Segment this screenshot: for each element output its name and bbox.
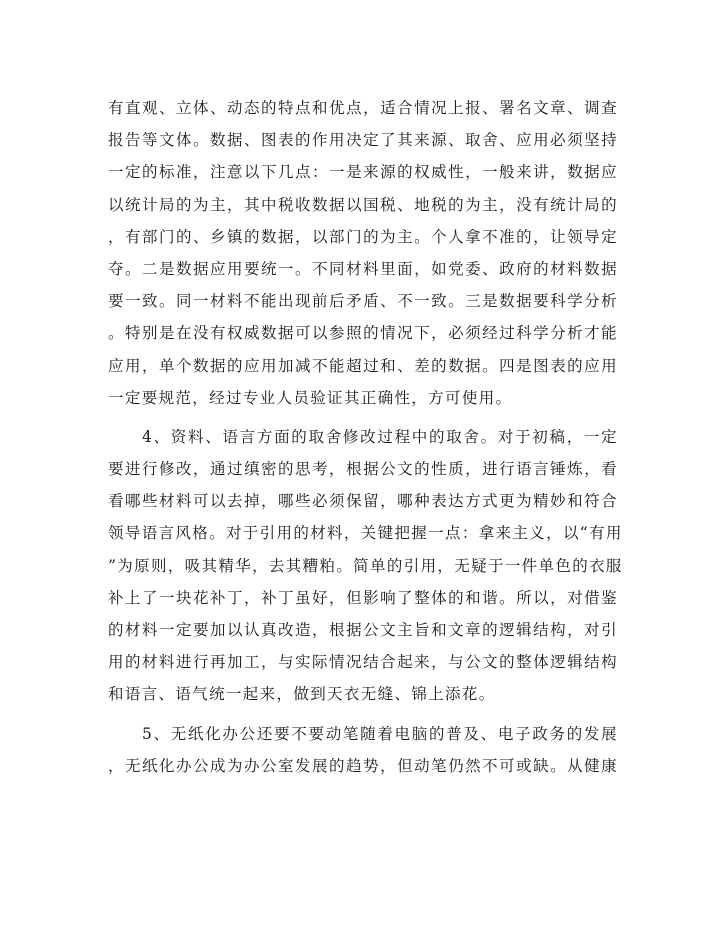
body-text [108,92,623,782]
text-line: 用的材料进行再加工，与实际情况结合起来，与公文的整体逻辑结构 [108,653,618,672]
text-line: 报告等文体。数据、图表的作用决定了其来源、取舍、应用必须坚持 [108,131,618,150]
text-line: 的材料一定要加以认真改造，根据公文主旨和文章的逻辑结构，对引 [108,621,618,639]
text-line: 。特别是在没有权威数据可以参照的情况下，必须经过科学分析才能 [108,324,618,343]
text-line: 5、无纸化办公还要不要动笔随着电脑的普及、电子政务的发展 [142,724,618,743]
text-line: 有直观、立体、动态的特点和优点，适合情况上报、署名文章、调查 [108,99,618,117]
text-line: 一定的标准，注意以下几点：一是来源的权威性，一般来讲，数据应 [108,163,618,182]
text-line: 要进行修改，通过缜密的思考，根据公文的性质，进行语言锤炼，看 [108,460,618,479]
paragraph-data-charts [108,92,618,414]
paragraph-section-5 [108,718,618,782]
text-line: 要一致。同一材料不能出现前后矛盾、不一致。三是数据要科学分析 [108,292,618,311]
text-line: 以统计局的为主，其中税收数据以国税、地税的为主，没有统计局的 [108,195,618,214]
text-line: 看哪些材料可以去掉，哪些必须保留，哪种表达方式更为精妙和符合 [108,492,618,511]
text-line: ”为原则，吸其精华，去其糟粕。简单的引用，无疑于一件单色的衣服 [108,556,623,575]
paragraph-section-4 [108,421,623,711]
text-line: 应用，单个数据的应用加减不能超过和、差的数据。四是图表的应用 [108,356,618,375]
text-line: 4、资料、语言方面的取舍修改过程中的取舍。对于初稿，一定 [142,427,618,446]
text-line: 补上了一块花补丁，补丁虽好，但影响了整体的和谐。所以，对借鉴 [108,588,618,607]
paragraph-spacer [108,414,618,421]
text-line: 领导语言风格。对于引用的材料，关键把握一点：拿来主义，以“有用 [108,524,623,543]
text-line: 和语言、语气统一起来，做到天衣无缝、锦上添花。 [108,685,496,704]
text-line: 夺。二是数据应用要统一。不同材料里面，如党委、政府的材料数据 [108,259,618,278]
text-line: ，无纸化办公成为办公室发展的趋势，但动笔仍然不可或缺。从健康 [108,756,618,775]
paragraph-spacer [108,711,618,718]
text-line: ，有部门的、乡镇的数据，以部门的为主。个人拿不准的，让领导定 [108,227,618,246]
text-line: 一定要规范，经过专业人员验证其正确性，方可使用。 [108,388,513,407]
